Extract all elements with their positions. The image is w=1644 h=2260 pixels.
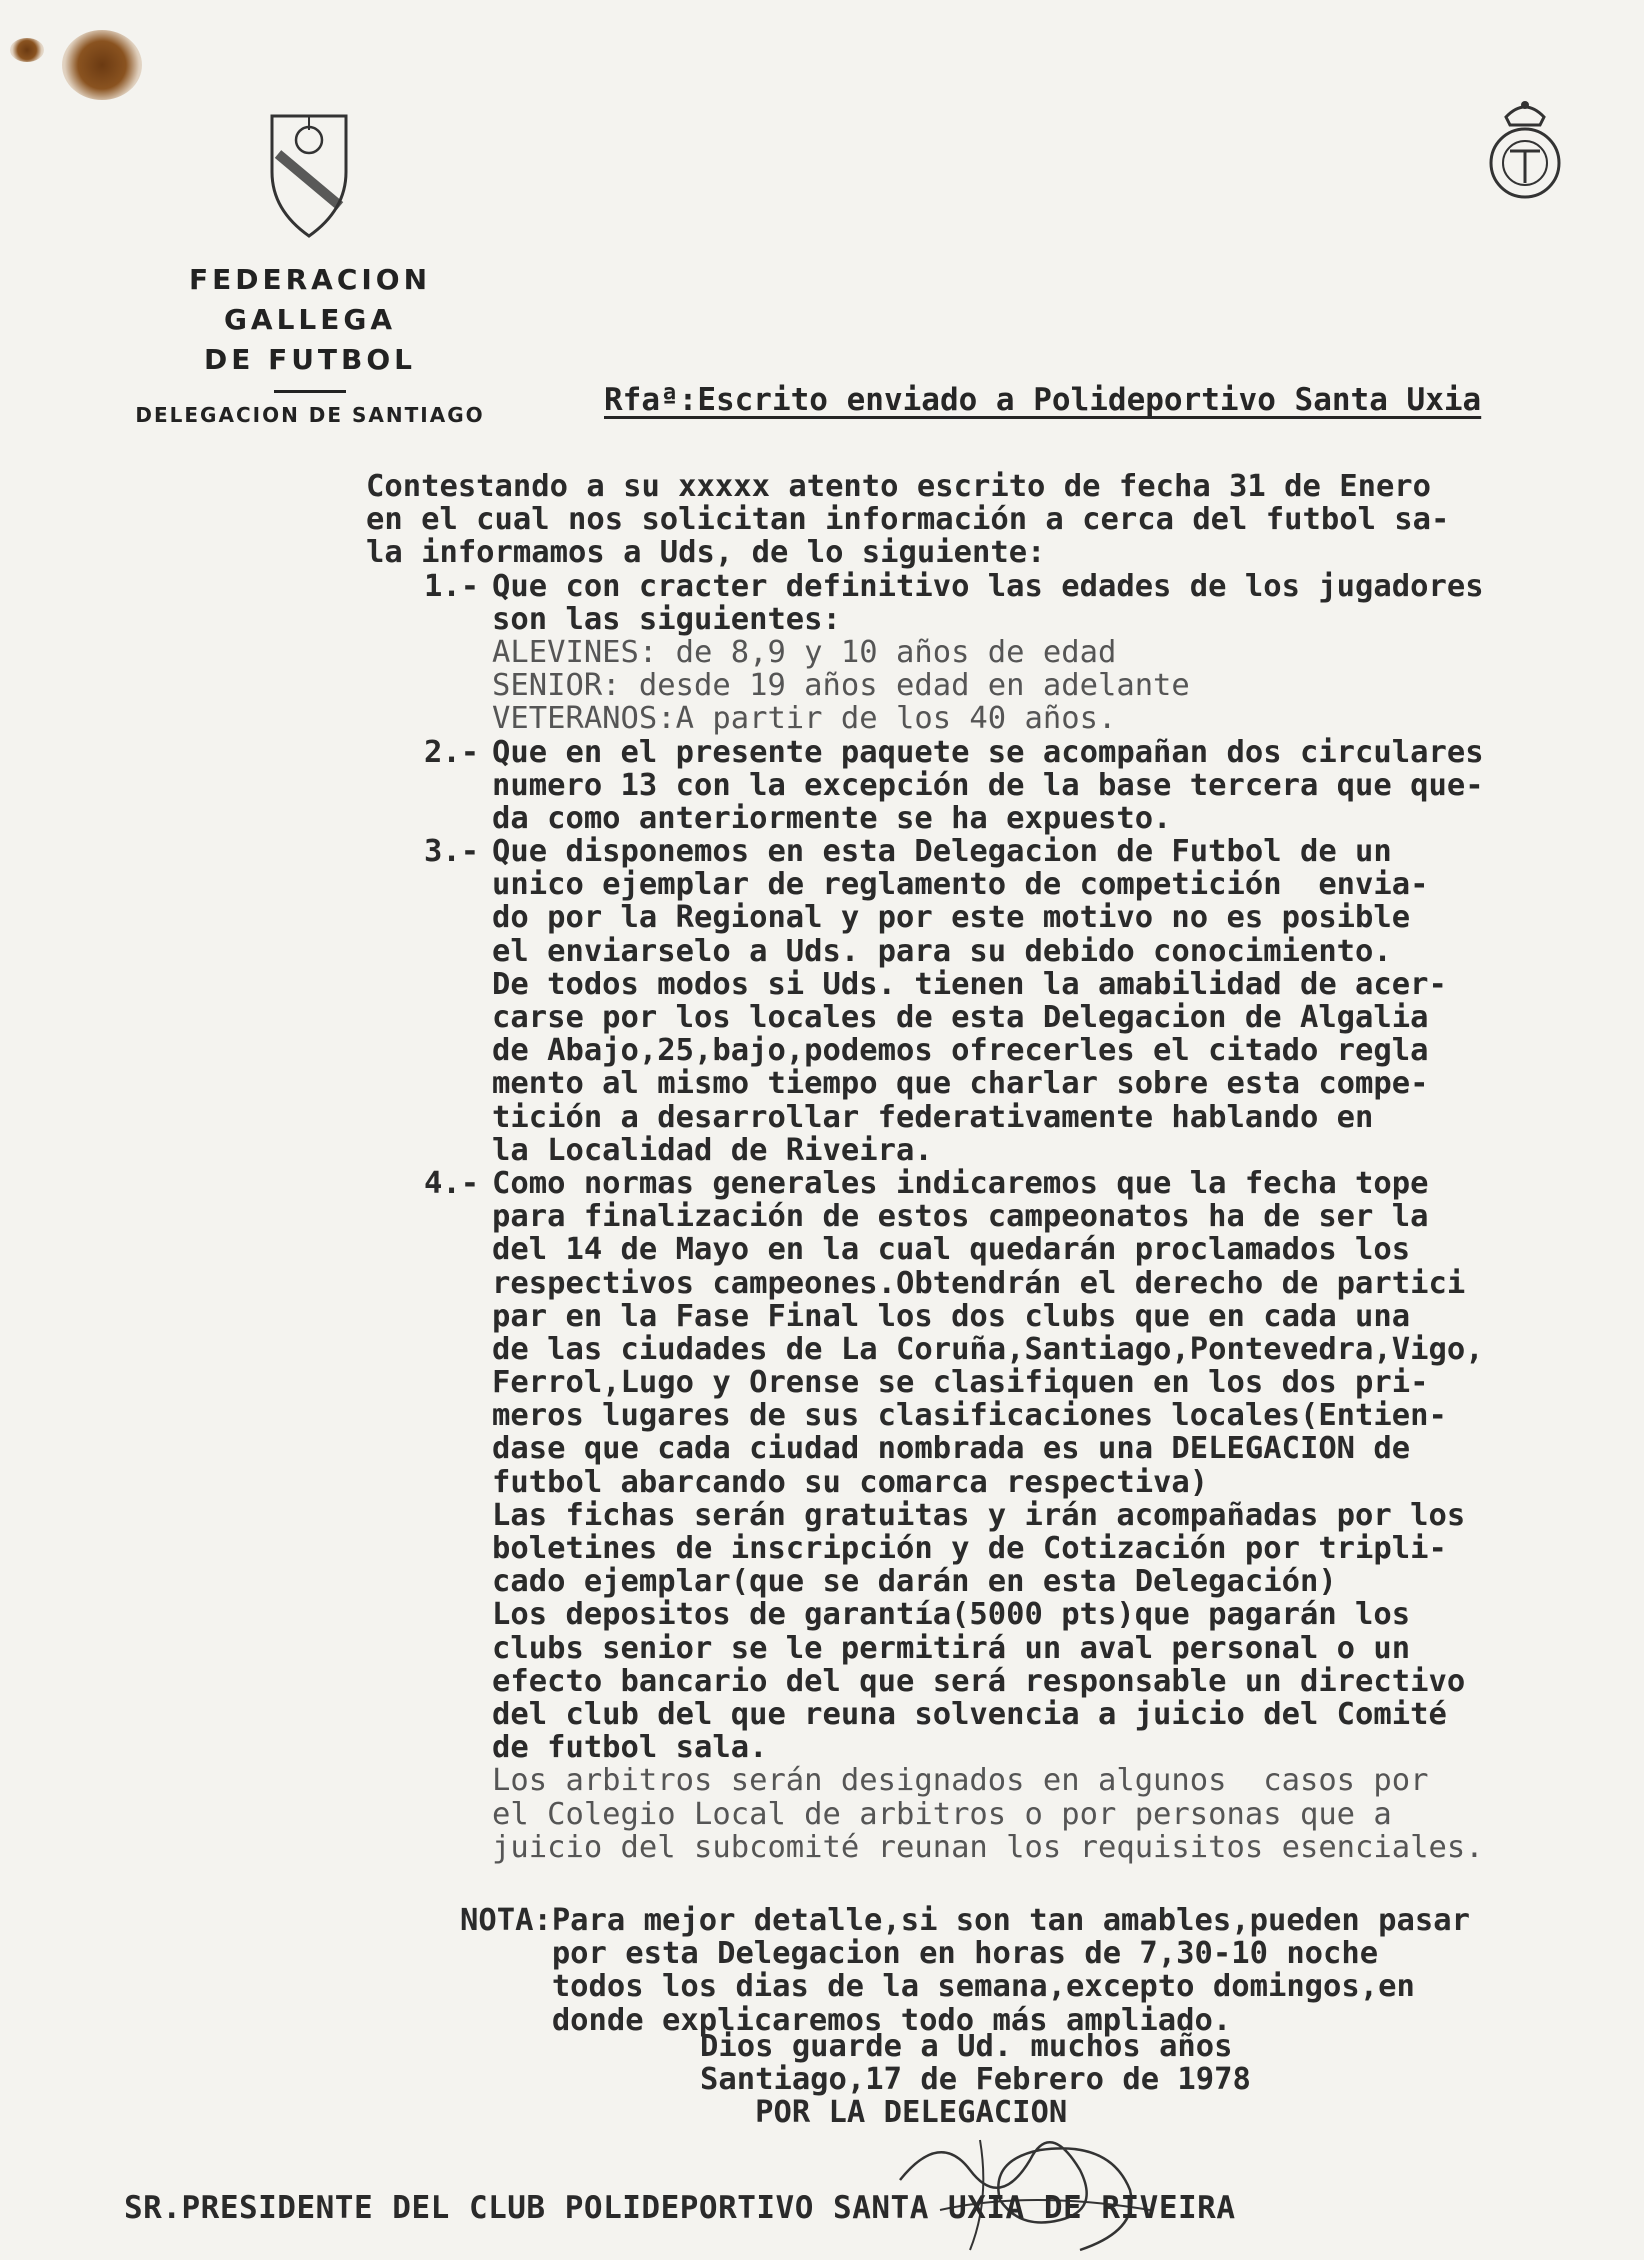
item-line: carse por los locales de esta Delegacion de Algalia <box>492 1000 1429 1035</box>
item-number: 4.- <box>424 1165 480 1201</box>
item-line: el enviarselo a Uds. para su debido conocimiento. <box>492 933 1392 969</box>
closing-line: POR LA DELEGACION <box>700 2095 1068 2131</box>
letterhead-divider <box>274 390 346 393</box>
item-line: de las ciudades de La Coruña,Santiago,Pontevedra,Vigo, <box>492 1331 1484 1367</box>
item-line: juicio del subcomité reunan los requisitos esenciales. <box>492 1829 1484 1865</box>
item-line: Que con cracter definitivo las edades de los jugadores <box>492 568 1484 604</box>
item-line: efecto bancario del que será responsable un directivo <box>492 1663 1466 1699</box>
letterhead-line-1: FEDERACION GALLEGA <box>188 263 432 336</box>
item-line: futbol abarcando su comarca respectiva) <box>492 1464 1209 1500</box>
item-line: Los depositos de garantía(5000 pts)que pagarán los <box>492 1597 1411 1633</box>
item-line: Que en el presente paquete se acompañan dos circulares <box>492 734 1484 770</box>
item-line: par en la Fase Final los dos clubs que en cada una <box>492 1298 1411 1334</box>
intro-line: la informamos a Uds, de lo siguiente: <box>366 535 1046 571</box>
item-line: unico ejemplar de reglamento de competición envia- <box>492 867 1429 903</box>
note-line: NOTA:Para mejor detalle,si son tan amables,pueden pasar <box>460 1903 1470 1938</box>
item-line: tición a desarrollar federativamente hablando en <box>492 1099 1374 1135</box>
item-line: para finalización de estos campeonatos ha de ser la <box>492 1199 1429 1235</box>
age-category-line: VETERANOS:A partir de los 40 años. <box>492 701 1117 737</box>
item-line: respectivos campeones.Obtendrán el derecho de partici <box>492 1265 1466 1301</box>
age-category-line: ALEVINES: de 8,9 y 10 años de edad <box>492 634 1117 670</box>
ink-stain-small <box>10 38 44 62</box>
letterhead-line-3: DELEGACION DE SANTIAGO <box>135 403 485 427</box>
item-line: da como anteriormente se ha expuesto. <box>492 800 1172 836</box>
intro-line: Contestando a su xxxxx atento escrito de fecha 31 de Enero <box>366 469 1432 504</box>
item-line: Las fichas serán gratuitas y irán acompañadas por los <box>492 1497 1466 1533</box>
item-line: de futbol sala. <box>492 1730 768 1766</box>
letterhead-line-2: DE FUTBOL <box>203 343 417 376</box>
reference-line: Rfaª:Escrito enviado a Polideportivo Santa Uxia <box>604 382 1482 418</box>
item-line: do por la Regional y por este motivo no es posible <box>492 900 1411 936</box>
note-line: todos los dias de la semana,excepto domingos,en <box>460 1969 1415 2005</box>
item-number: 2.- <box>424 734 480 770</box>
item-line: De todos modos si Uds. tienen la amabilidad de acer- <box>492 966 1447 1002</box>
item-line: de Abajo,25,bajo,podemos ofrecerles el citado regla <box>492 1033 1429 1069</box>
letterhead <box>100 260 520 427</box>
item-line: del 14 de Mayo en la cual quedarán proclamados los <box>492 1232 1411 1268</box>
item-line: mento al mismo tiempo que charlar sobre esta compe- <box>492 1066 1429 1102</box>
item-line: cado ejemplar(que se darán en esta Delegación) <box>492 1564 1337 1600</box>
item-line: clubs senior se le permitirá un aval personal o un <box>492 1630 1411 1666</box>
note-line: donde explicaremos todo más ampliado. <box>460 2002 1232 2038</box>
federation-crest-icon <box>268 110 350 240</box>
note-line: por esta Delegacion en horas de 7,30-10 noche <box>460 1936 1379 1972</box>
list-item-2 <box>366 736 1596 836</box>
closing-line: Dios guarde a Ud. muchos años <box>700 2029 1233 2064</box>
item-line: la Localidad de Riveira. <box>492 1132 933 1168</box>
age-category-line: SENIOR: desde 19 años edad en adelante <box>492 668 1190 704</box>
addressee-line: SR.PRESIDENTE DEL CLUB POLIDEPORTIVO SANTA UXIA DE RIVEIRA <box>124 2190 1236 2226</box>
item-line: son las siguientes: <box>492 601 841 637</box>
item-line: Que disponemos en esta Delegacion de Futbol de un <box>492 834 1392 870</box>
item-line: el Colegio Local de arbitros o por personas que a <box>492 1796 1392 1832</box>
item-line: meros lugares de sus clasificaciones locales(Entien- <box>492 1398 1447 1434</box>
item-line: Como normas generales indicaremos que la fecha tope <box>492 1165 1429 1201</box>
intro-line: en el cual nos solicitan información a cerca del futbol sa- <box>366 502 1450 538</box>
item-line: numero 13 con la excepción de la base tercera que que- <box>492 767 1484 803</box>
item-line: Los arbitros serán designados en algunos casos por <box>492 1763 1429 1799</box>
list-item-3 <box>366 835 1596 1167</box>
item-line: dase que cada ciudad nombrada es una DELEGACION de <box>492 1431 1411 1467</box>
item-line: del club del que reuna solvencia a juicio del Comité <box>492 1696 1447 1732</box>
ink-stain <box>62 30 142 100</box>
note-section <box>460 1904 1620 2037</box>
item-line: boletines de inscripción y de Cotización por tripli- <box>492 1531 1447 1566</box>
item-number: 1.- <box>424 568 480 604</box>
list-item-4 <box>366 1167 1596 1864</box>
handwritten-signature <box>880 2100 1180 2260</box>
closing-line: Santiago,17 de Febrero de 1978 <box>700 2062 1251 2098</box>
letter-body <box>366 470 1596 1864</box>
list-item-1 <box>366 570 1596 736</box>
item-line: Ferrol,Lugo y Orense se clasifiquen en los dos pri- <box>492 1365 1429 1401</box>
royal-federation-crest-icon <box>1486 95 1564 205</box>
item-number: 3.- <box>424 834 480 870</box>
